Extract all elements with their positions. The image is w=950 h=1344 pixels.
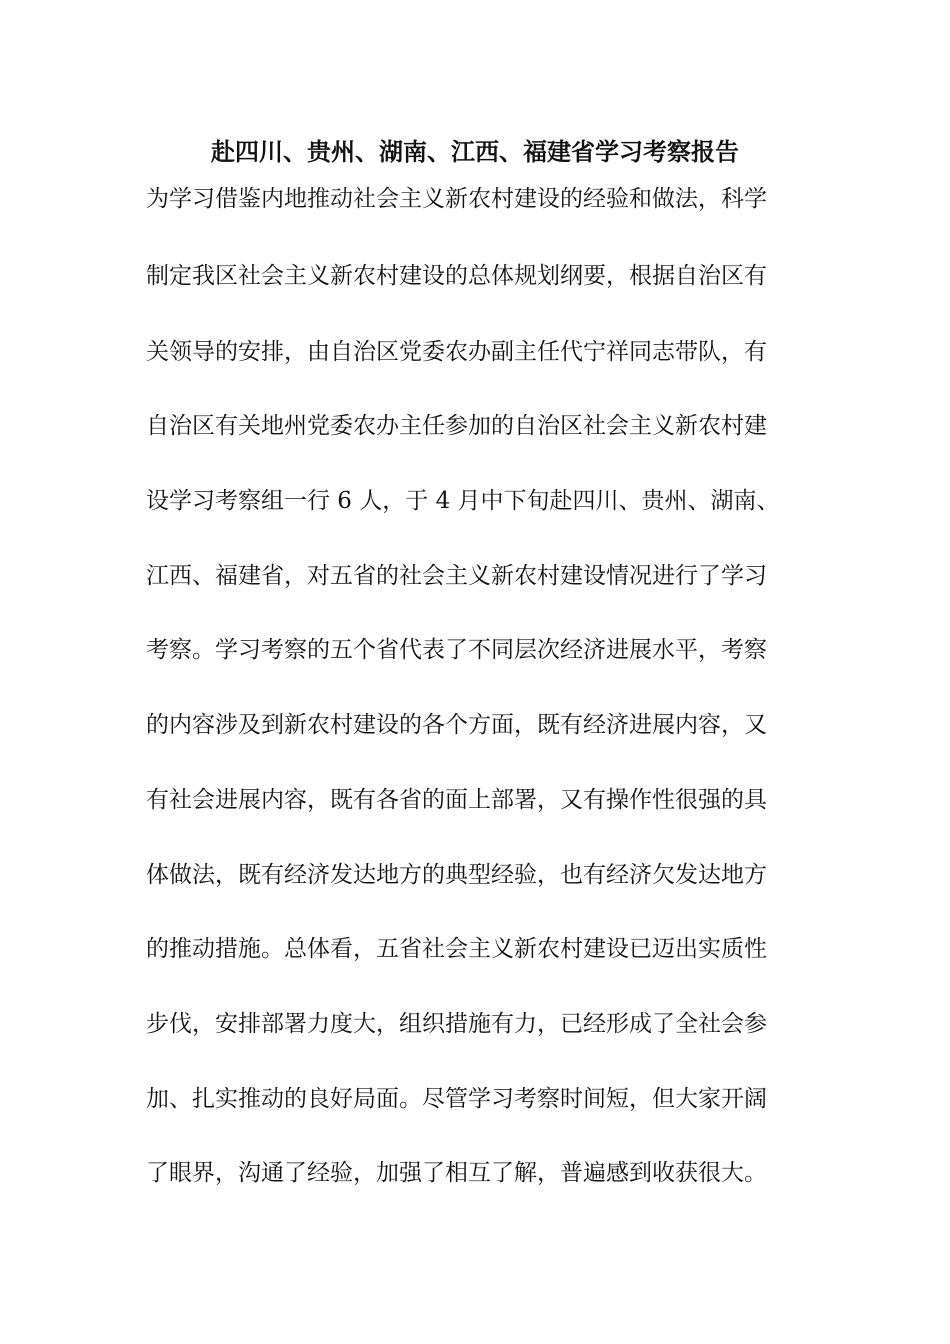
paragraph-line-6: 江西、福建省，对五省的社会主义新农村建设情况进行了学习 <box>146 563 767 589</box>
paragraph-line-3: 关领导的安排，由自治区党委农办副主任代宁祥同志带队，有 <box>146 339 767 365</box>
paragraph-line-10: 体做法，既有经济发达地方的典型经验，也有经济欠发达地方 <box>146 862 767 888</box>
paragraph-line-2: 制定我区社会主义新农村建设的总体规划纲要，根据自治区有 <box>146 263 767 289</box>
paragraph-line-5: 设学习考察组一行 6 人，于 4 月中下旬赴四川、贵州、湖南、 <box>146 488 780 514</box>
paragraph-line-11: 的推动措施。总体看，五省社会主义新农村建设已迈出实质性 <box>146 936 767 962</box>
paragraph-line-12: 步伐，安排部署力度大，组织措施有力，已经形成了全社会参 <box>146 1011 767 1037</box>
paragraph-line-7: 考察。学习考察的五个省代表了不同层次经济进展水平，考察 <box>146 637 767 663</box>
paragraph-line-4: 自治区有关地州党委农办主任参加的自治区社会主义新农村建 <box>146 413 767 439</box>
paragraph-line-13: 加、扎实推动的良好局面。尽管学习考察时间短，但大家开阔 <box>146 1086 767 1112</box>
paragraph-line-14: 了眼界，沟通了经验，加强了相互了解，普遍感到收获很大。 <box>146 1160 767 1186</box>
document-title: 赴四川、贵州、湖南、江西、福建省学习考察报告 <box>211 137 739 166</box>
paragraph-line-1: 为学习借鉴内地推动社会主义新农村建设的经验和做法，科学 <box>146 186 767 212</box>
paragraph-line-9: 有社会进展内容，既有各省的面上部署，又有操作性很强的具 <box>146 787 767 813</box>
paragraph-line-8: 的内容涉及到新农村建设的各个方面，既有经济进展内容，又 <box>146 712 767 738</box>
